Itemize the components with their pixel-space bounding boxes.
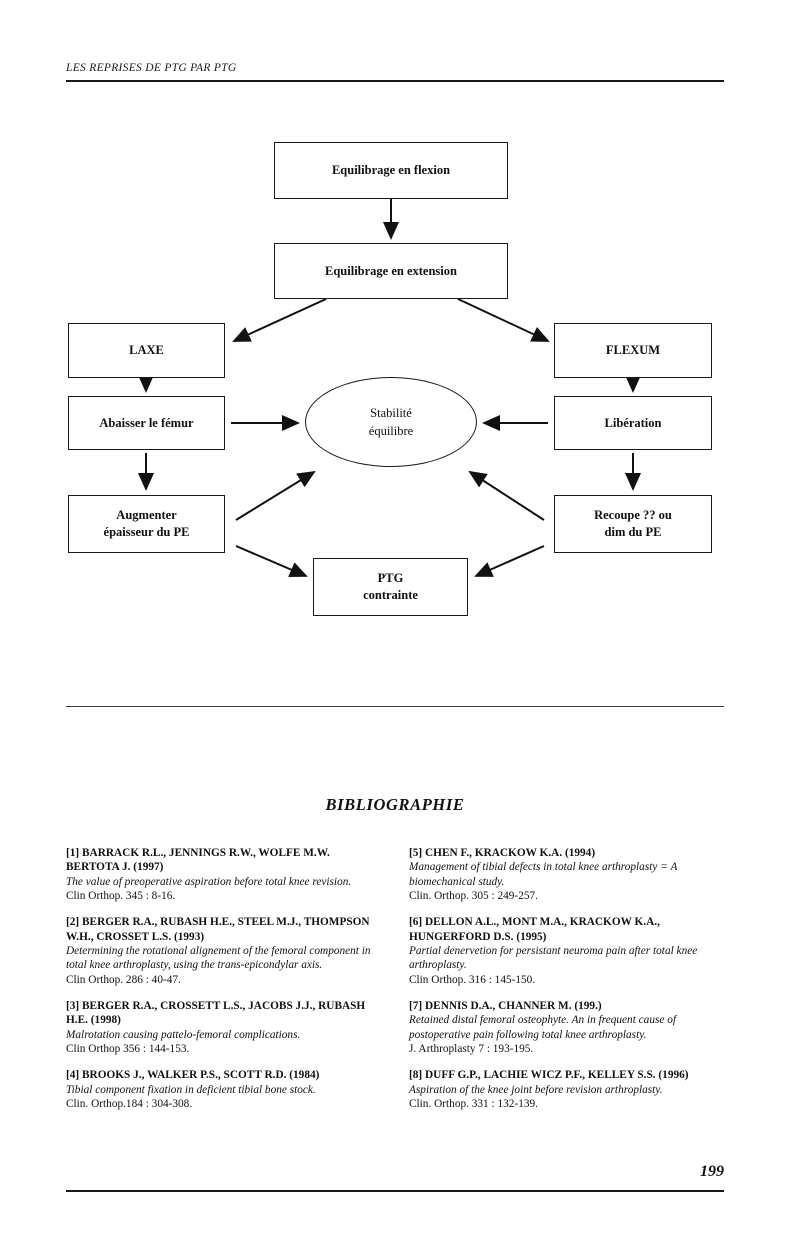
reference-source: Clin Orthop. 345 : 8-16. <box>66 890 176 903</box>
node-label-line-1: Recoupe ?? ou <box>594 508 672 523</box>
node-label-multiline <box>104 507 190 541</box>
node-label-line-2: contrainte <box>363 588 418 602</box>
footer-rule <box>66 1190 724 1192</box>
reference-authors: [8] DUFF G.P., LACHIE WICZ P.F., KELLEY S.S. (1996) <box>409 1069 689 1082</box>
reference-title: Malrotation causing pattelo-femoral complications. <box>66 1028 301 1041</box>
reference-source: Clin Orthop. 316 : 145-150. <box>409 973 536 986</box>
node-flexum <box>554 323 712 378</box>
flowchart-diagram <box>66 128 724 638</box>
node-label-multiline <box>594 507 672 541</box>
node-label-line-1: Augmenter <box>116 508 177 523</box>
node-equilibrage-extension <box>274 243 508 299</box>
reference-authors: [7] DENNIS D.A., CHANNER M. (199.) <box>409 1000 602 1013</box>
reference-title: Aspiration of the knee joint before revision arthroplasty. <box>409 1083 663 1096</box>
node-label: Equilibrage en flexion <box>331 163 451 178</box>
node-label: LAXE <box>129 343 164 358</box>
node-label-line-2: équilibre <box>368 424 414 438</box>
header-rule <box>66 80 724 82</box>
node-label: Abaisser le fémur <box>99 415 194 430</box>
reference-source: J. Arthroplasty 7 : 193-195. <box>409 1043 534 1056</box>
reference-authors: [6] DELLON A.L., MONT M.A., KRACKOW K.A., HUNGERFORD D.S. (1995) <box>409 916 660 943</box>
node-label-line-2: dim du PE <box>604 525 662 539</box>
bibliography-columns <box>66 846 724 1124</box>
reference-item <box>66 1068 381 1111</box>
node-label: Equilibrage en extension <box>325 263 457 278</box>
reference-item <box>66 846 381 903</box>
running-head: LES REPRISES DE PTG PAR PTG <box>66 62 237 74</box>
node-label-line-1: Stabilité <box>370 405 412 420</box>
node-label-multiline <box>369 404 413 440</box>
reference-authors: [4] BROOKS J., WALKER P.S., SCOTT R.D. (1984) <box>66 1069 320 1082</box>
reference-source: Clin. Orthop. 305 : 249-257. <box>409 890 538 903</box>
reference-authors: [5] CHEN F., KRACKOW K.A. (1994) <box>409 847 596 859</box>
reference-item <box>409 999 724 1056</box>
node-label-multiline <box>363 570 418 604</box>
reference-source: Clin Orthop. 286 : 40-47. <box>66 973 181 986</box>
node-label: FLEXUM <box>605 343 661 358</box>
reference-source: Clin. Orthop. 331 : 132-139. <box>409 1098 538 1111</box>
reference-authors: [1] BARRACK R.L., JENNINGS R.W., WOLFE M.W. BERTOTA J. (1997) <box>66 847 330 874</box>
node-equilibrage-flexion <box>274 142 508 199</box>
node-augmenter-epaisseur-pe <box>68 495 225 553</box>
node-stabilite-equilibre <box>305 377 477 467</box>
bibliography-left-column <box>66 846 381 1124</box>
node-abaisser-le-femur <box>68 396 225 450</box>
node-laxe <box>68 323 225 378</box>
reference-source: Clin Orthop 356 : 144-153. <box>66 1043 190 1056</box>
reference-title: Retained distal femoral osteophyte. An in frequent cause of postoperative pain following total knee arthroplasty. <box>409 1014 676 1041</box>
reference-title: Tibial component fixation in deficient tibial bone stock. <box>66 1083 316 1096</box>
reference-item <box>409 1068 724 1111</box>
reference-item <box>409 915 724 987</box>
reference-title: Partial denervetion for persistant neuroma pain after total knee arthroplasty. <box>409 945 698 972</box>
page-number: 199 <box>700 1163 724 1180</box>
reference-source: Clin. Orthop.184 : 304-308. <box>66 1098 193 1111</box>
reference-authors: [2] BERGER R.A., RUBASH H.E., STEEL M.J., THOMPSON W.H., CROSSET L.S. (1993) <box>66 916 370 943</box>
node-label-line-2: épaisseur du PE <box>103 525 190 539</box>
node-liberation <box>554 396 712 450</box>
reference-item <box>409 846 724 903</box>
reference-item <box>66 915 381 987</box>
reference-title: The value of preoperative aspiration before total knee revision. <box>66 875 352 888</box>
node-label: Libération <box>604 415 662 430</box>
node-ptg-contrainte <box>313 558 468 616</box>
node-label-line-1: PTG <box>377 571 404 586</box>
bibliography-heading: BIBLIOGRAPHIE <box>325 795 465 814</box>
reference-title: Determining the rotational alignement of the femoral component in total knee arthroplasty, using the trans-epicondylar axis. <box>66 945 371 972</box>
reference-title: Management of tibial defects in total knee arthroplasty = A biomechanical study. <box>409 861 678 888</box>
bibliography-right-column <box>409 846 724 1124</box>
reference-item <box>66 999 381 1056</box>
section-divider-rule <box>66 706 724 707</box>
node-recoupe-ou-dim-pe <box>554 495 712 553</box>
reference-authors: [3] BERGER R.A., CROSSETT L.S., JACOBS J.J., RUBASH H.E. (1998) <box>66 1000 366 1027</box>
